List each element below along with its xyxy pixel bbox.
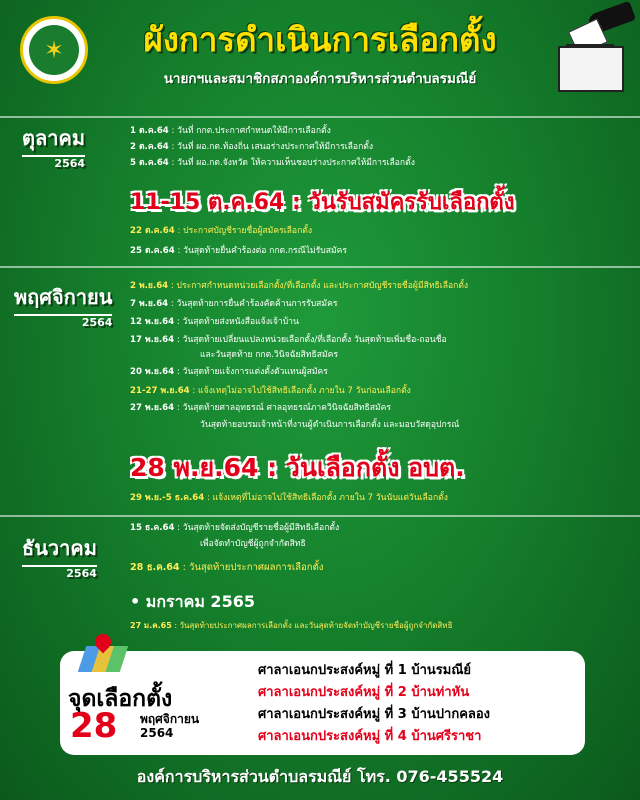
list-item: 2 ต.ค.64 : วันที่ ผอ.กต.ท้องถิ่น เสนอร่างประกาศให้มีการเลือกตั้ง <box>130 142 374 152</box>
polling-location: ศาลาเอนกประสงค์หมู่ ที่ 3 บ้านปากคลอง <box>258 707 491 722</box>
month-heading-january: • มกราคม 2565 <box>130 592 255 611</box>
list-item-continuation: และวันสุดท้าย กกต.วินิจฉัยสิทธิสมัคร <box>200 350 338 360</box>
polling-location: ศาลาเอนกประสงค์หมู่ ที่ 4 บ้านศรีราชา <box>258 729 482 744</box>
list-item: 29 พ.ย.-5 ธ.ค.64 : แจ้งเหตุที่ไม่อาจไปใช้สิทธิเลือกตั้ง ภายใน 7 วันนับแต่วันเลือกตั้ง <box>130 493 448 503</box>
list-item: 25 ต.ค.64 : วันสุดท้ายยื่นคำร้องต่อ กกต.กรณีไม่รับสมัคร <box>130 246 347 256</box>
list-item: 27 ม.ค.65 : วันสุดท้ายประกาศผลการเลือกตั้ง และวันสุดท้ายจัดทำบัญชีรายชื่อผู้ถูกจำกัดสิทธิ <box>130 621 453 630</box>
election-day-highlight: 28 พ.ย.64 : วันเลือกตั้ง อบต. <box>130 453 465 482</box>
list-item: 1 ต.ค.64 : วันที่ กกต.ประกาศกำหนดให้มีการเลือกตั้ง <box>130 126 331 136</box>
divider <box>0 515 640 517</box>
organization-seal-icon: ✶ <box>20 16 88 84</box>
list-item: 2 พ.ย.64 : ประกาศกำหนดหน่วยเลือกตั้ง/ที่เลือกตั้ง และประกาศบัญชีรายชื่อผู้มีสิทธิเลือกตั้ง <box>130 281 469 291</box>
candidate-registration-highlight: 11-15 ต.ค.64 : วันรับสมัครรับเลือกตั้ง <box>130 190 515 215</box>
list-item: 21-27 พ.ย.64 : แจ้งเหตุไม่อาจไปใช้สิทธิเลือกตั้ง ภายใน 7 วันก่อนเลือกตั้ง <box>130 386 411 396</box>
polling-month-year: พฤศจิกายน 2564 <box>140 712 200 740</box>
footer-contact: องค์การบริหารส่วนตำบลรมณีย์ โทร. 076-455524 <box>136 767 504 786</box>
polling-location: ศาลาเอนกประสงค์หมู่ ที่ 1 บ้านรมณีย์ <box>258 663 472 678</box>
divider <box>0 266 640 268</box>
list-item: 15 ธ.ค.64 : วันสุดท้ายจัดส่งบัญชีรายชื่อผู้มีสิทธิเลือกตั้ง <box>130 523 340 533</box>
list-item: 22 ต.ค.64 : ประกาศบัญชีรายชื่อผู้สมัครเลือกตั้ง <box>130 226 313 236</box>
divider <box>0 116 640 118</box>
polling-day: 28 <box>70 706 118 746</box>
list-item: 20 พ.ย.64 : วันสุดท้ายแจ้งการแต่งตั้งตัวแทนผู้สมัคร <box>130 367 328 377</box>
list-item: 5 ต.ค.64 : วันที่ ผอ.กต.จังหวัด ให้ความเห็นชอบร่างประกาศให้มีการเลือกตั้ง <box>130 158 415 168</box>
month-heading-october: ตุลาคม 2564 <box>22 122 85 170</box>
month-heading-december: ธันวาคม 2564 <box>22 532 97 580</box>
list-item: 17 พ.ย.64 : วันสุดท้ายเปลี่ยนแปลงหน่วยเลือกตั้ง/ที่เลือกตั้ง วันสุดท้ายเพิ่มชื่อ-ถอนชื่อ <box>130 335 447 345</box>
list-item-continuation: วันสุดท้ายอบรมเจ้าหน้าที่งานผู้ดำเนินการเลือกตั้ง และมอบวัสดุอุปกรณ์ <box>200 420 460 430</box>
list-item-continuation: เพื่อจัดทำบัญชีผู้ถูกจำกัดสิทธิ <box>200 539 306 549</box>
list-item: 12 พ.ย.64 : วันสุดท้ายส่งหนังสือแจ้งเจ้าบ้าน <box>130 317 299 327</box>
location-pin-icon <box>82 634 124 674</box>
ballot-box-icon <box>548 8 638 100</box>
polling-locations-list <box>258 660 490 748</box>
page-title: ผังการดำเนินการเลือกตั้ง <box>143 20 497 59</box>
list-item: 27 พ.ย.64 : วันสุดท้ายศาลอุทธรณ์ ศาลอุทธรณ์ภาควินิจฉัยสิทธิสมัคร <box>130 403 391 413</box>
header <box>0 0 640 110</box>
list-item: 7 พ.ย.64 : วันสุดท้ายการยื่นคำร้องคัดค้านการรับสมัคร <box>130 299 338 309</box>
month-heading-november: พฤศจิกายน 2564 <box>14 281 112 329</box>
polling-title: จุดเลือกตั้ง <box>68 686 173 712</box>
list-item: 28 ธ.ค.64 : วันสุดท้ายประกาศผลการเลือกตั้ง <box>130 562 324 573</box>
page-subtitle: นายกฯและสมาชิกสภาองค์การบริหารส่วนตำบลรมณีย์ <box>163 71 477 87</box>
polling-location: ศาลาเอนกประสงค์หมู่ ที่ 2 บ้านท่าหัน <box>258 685 470 700</box>
